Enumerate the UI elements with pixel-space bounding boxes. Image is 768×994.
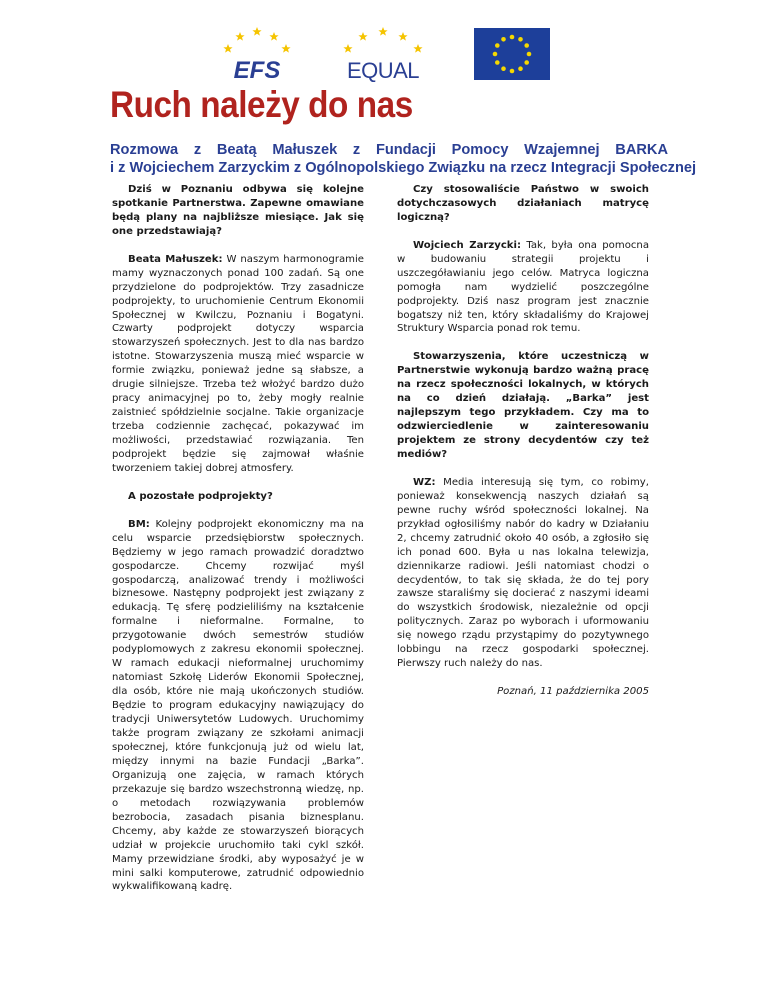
equal-logo [330,22,436,82]
left-column [112,183,364,908]
question-2: A pozostałe podprojekty? [128,490,273,502]
question-4: Stowarzyszenia, które uczestniczą w Partnerstwie wykonują bardzo ważną pracę na rzecz społeczności lokalnych, w których na co dzień działają. „Barka” jest najlepszym tego przykładem. Czy ma to odzwierciedlenie w zainteresowaniu projektem ze strony decydentów czy też mediów? [397,351,649,460]
subtitle [110,141,697,177]
answer-2 [112,518,364,895]
subtitle-line-1: Rozmowa z Beatą Małuszek z Fundacji Pomocy Wzajemnej BARKA [110,142,668,158]
answer-1-text: W naszym harmonogramie mamy wyznaczonych ponad 100 zadań. Są one przydzielone do podprojektów. Trzy zasadnicze podprojekty, to uruchomienie Centrum Ekonomii Społecznej w Kwilczu, Poznaniu i Bogatyni. Czwarty podprojekt dotyczy wsparcia stowarzyszeń społecznych. Jest to dla nas bardzo istotne. Stowarzyszenia muszą mieć wsparcie w formie związku, ponieważ jedne są słabsze, a drugie silniejsze. Trzeba też włożyć bardzo dużo pracy animacyjnej po to, żeby mogły realnie zaistnieć spółdzielnie socjalne. Takie organizacje trzeba codziennie zachęcać, pokazywać im możliwości, przedstawiać rozwiązania. Ten podprojekt będzie się zajmował właśnie tworzeniem takiej dobrej atmosfery. [112,253,364,474]
answer-4 [397,476,649,671]
answer-2-text: Kolejny podprojekt ekonomiczny ma na celu wsparcie przedsiębiorstw społecznych. Będziemy w jego ramach prowadzić doradztwo gospodarcze. Chcemy rozwijać myśl gospodarczą, analizować trendy i możliwości biznesowe. Następny podprojekt jest związany z edukacją. Tę sferę podzieliliśmy na kształcenie formalne i nieformalne. Formalne, to przygotowanie dwóch semestrów studiów podyplomowych z zakresu ekonomii społecznej. W ramach edukacji nieformalnej uruchomimy natomiast Szkołę Liderów Ekonomii Społecznej, dla osób, które nie mają ukończonych studiów. Będzie to program edukacyjny nawiązujący do tradycji Uniwersytetów Ludowych. Uruchomimy także program związany ze szkołami animacji społecznej, które funkcjonują już od wielu lat, między innymi na bazie Fundacji „Barka”. Organizują one zajęcia, w ramach których przekazuje się bardzo wszechstronną wiedzę, np. o metodach rozwiązywania problemów bezrobocia, zasadach pisania biznesplanu. Chcemy, aby każde ze stowarzyszeń biorących udział w projekcie uruchomiło taki cykl szkół. Mamy przewidziane środki, aby wyposażyć je w mini salki komputerowe, zatrudnić odpowiednio wykwalifikowaną kadrę. [112,518,364,893]
equal-text: EQUAL [346,58,420,82]
logo-bar [0,14,768,84]
answer-2-speaker: BM: [128,518,150,530]
subtitle-line-2: i z Wojciechem Zarzyckim z Ogólnopolskiego Związku na rzecz Integracji Społecznej [110,160,697,176]
answer-3-speaker: Wojciech Zarzycki: [413,239,522,251]
efs-logo [218,22,296,82]
question-1: Dziś w Poznaniu odbywa się kolejne spotkanie Partnerstwa. Zapewne omawiane będą plany na najbliższe miesiące. Jak się one przedstawiają? [112,184,364,237]
eu-flag-icon [474,28,550,80]
equal-stars-icon [343,27,422,53]
answer-1-speaker: Beata Małuszek: [128,253,223,265]
question-3: Czy stosowaliście Państwo w swoich dotychczasowych działaniach matrycę logiczną? [397,184,649,223]
date-line: Poznań, 11 października 2005 [497,686,649,698]
answer-3 [397,239,649,337]
efs-text: EFS [233,57,281,82]
answer-4-speaker: WZ: [413,476,436,488]
right-column [397,183,649,713]
efs-stars-icon [223,27,290,53]
page-title: Ruch należy do nas [110,84,413,125]
answer-3-text: Tak, była ona pomocna w budowaniu strategii projektu i uszczegóławianiu jego celów. Matryca logiczna pomogła nam wydzielić poszczególne podprojekty. Dziś nasz program jest znacznie bogatszy niż ten, który składaliśmy do Krajowej Struktury Wsparcia ponad rok temu. [397,239,650,335]
answer-1 [112,253,364,476]
answer-4-text: Media interesują się tym, co robimy, ponieważ konsekwencją naszych działań są pewne ruchy wśród społeczności lokalnej. Na przykład ogłosiliśmy nabór do kadry w Działaniu 2, chcemy zatrudnić około 40 osób, a zgłosiło się ich ponad 600. Była u nas lokalna telewizja, dziennikarze radiowi. Jeśli natomiast chodzi o decydentów, to tak się składa, że do tej pory zawsze staraliśmy się docierać z naszymi ideami do wszystkich środowisk, niezależnie od opcji politycznych. Zaraz po wyborach i uformowaniu się nowego rządu przystąpimy do pozytywnego lobbingu na rzecz gospodarki społecznej. Pierwszy ruch należy do nas. [397,476,649,670]
